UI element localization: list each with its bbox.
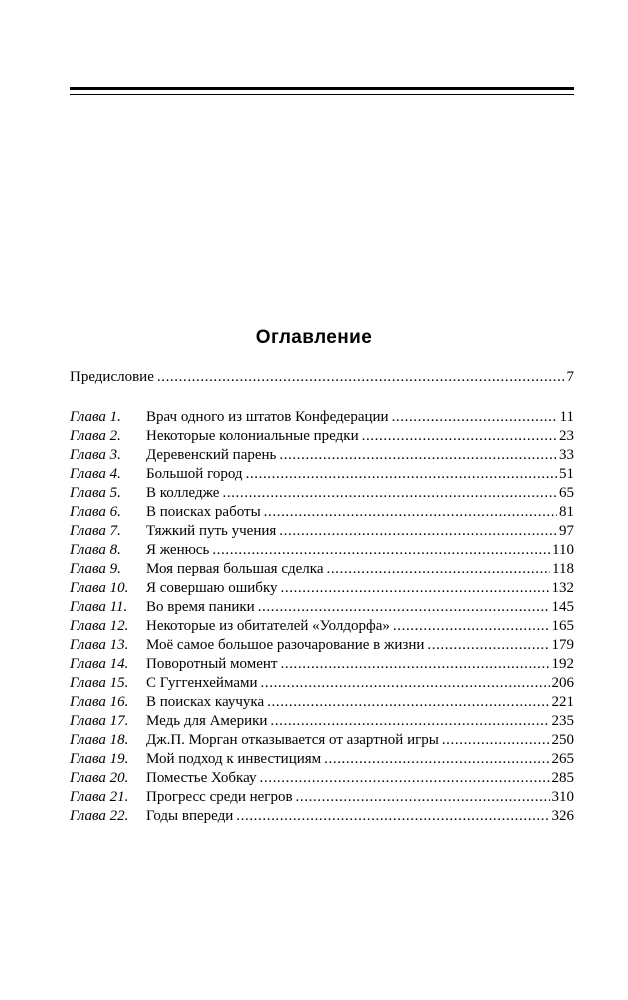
toc-entry	[70, 788, 574, 807]
chapter-label: Глава 21.	[70, 789, 129, 805]
chapter-page-number: 326	[551, 808, 574, 824]
chapter-title: В поисках работы	[146, 504, 261, 520]
chapter-title: Дж.П. Морган отказывается от азартной игры	[146, 732, 439, 748]
dot-leader	[267, 693, 549, 712]
chapter-label: Глава 17.	[70, 713, 129, 729]
chapter-title: Врач одного из штатов Конфедерации	[146, 409, 389, 425]
dot-leader	[362, 427, 557, 446]
chapter-title: Некоторые из обитателей «Уолдорфа»	[146, 618, 390, 634]
dot-leader	[281, 579, 550, 598]
chapter-label: Глава 13.	[70, 637, 129, 653]
toc-entry	[70, 617, 574, 636]
chapter-title: С Гуггенхеймами	[146, 675, 258, 691]
chapter-label: Глава 8.	[70, 542, 121, 558]
chapter-title: Большой город	[146, 466, 243, 482]
chapter-page-number: 97	[559, 523, 574, 539]
chapter-label: Глава 19.	[70, 751, 129, 767]
chapter-title: Поворотный момент	[146, 656, 278, 672]
chapter-title: Тяжкий путь учения	[146, 523, 277, 539]
chapter-page-number: 179	[551, 637, 574, 653]
header-rule-thick	[70, 87, 574, 90]
toc-entry	[70, 408, 574, 427]
chapter-title: Медь для Америки	[146, 713, 268, 729]
dot-leader	[326, 560, 550, 579]
dot-leader	[222, 484, 557, 503]
chapter-title: Моё самое большое разочарование в жизни	[146, 637, 425, 653]
toc-entry-text: Предисловие	[70, 369, 154, 385]
chapter-label: Глава 5.	[70, 485, 121, 501]
chapter-label: Глава 20.	[70, 770, 129, 786]
header-rule-thin	[70, 94, 574, 95]
chapter-title: Прогресс среди негров	[146, 789, 293, 805]
toc-entry	[70, 522, 574, 541]
toc-entry	[70, 750, 574, 769]
chapter-label: Глава 7.	[70, 523, 121, 539]
dot-leader	[261, 674, 550, 693]
dot-leader	[157, 368, 565, 387]
chapter-label: Глава 14.	[70, 656, 129, 672]
chapter-page-number: 310	[551, 789, 574, 805]
chapter-title: Годы впереди	[146, 808, 234, 824]
chapter-title: Деревенский парень	[146, 447, 277, 463]
toc-entry	[70, 503, 574, 522]
chapter-page-number: 11	[559, 409, 574, 425]
toc-entry	[70, 541, 574, 560]
dot-leader	[236, 807, 549, 826]
dot-leader	[393, 617, 550, 636]
chapter-label: Глава 3.	[70, 447, 121, 463]
chapter-label: Глава 22.	[70, 808, 129, 824]
page-title: Оглавление	[255, 327, 373, 348]
toc-preface	[70, 368, 574, 387]
chapter-page-number: 221	[551, 694, 574, 710]
dot-leader	[442, 731, 550, 750]
chapter-page-number: 235	[551, 713, 574, 729]
chapter-page-number: 23	[559, 428, 574, 444]
chapter-page-number: 51	[559, 466, 574, 482]
toc-entry	[70, 465, 574, 484]
chapter-label: Глава 18.	[70, 732, 129, 748]
chapter-page-number: 132	[551, 580, 574, 596]
toc-entry	[70, 693, 574, 712]
toc-entry	[70, 655, 574, 674]
chapter-title: Моя первая большая сделка	[146, 561, 324, 577]
dot-leader	[279, 522, 557, 541]
chapter-label: Глава 16.	[70, 694, 129, 710]
chapter-label: Глава 12.	[70, 618, 129, 634]
dot-leader	[260, 769, 550, 788]
toc-entry	[70, 712, 574, 731]
chapter-label: Глава 11.	[70, 599, 128, 615]
chapter-title: Во время паники	[146, 599, 255, 615]
toc-entry	[70, 807, 574, 826]
dot-leader	[427, 636, 549, 655]
chapter-page-number: 250	[551, 732, 574, 748]
dot-leader	[281, 655, 550, 674]
toc-page-number: 7	[566, 369, 574, 385]
chapter-title: Поместье Хобкау	[146, 770, 257, 786]
toc-entry	[70, 446, 574, 465]
chapter-page-number: 81	[559, 504, 574, 520]
chapter-page-number: 145	[551, 599, 574, 615]
toc-entry	[70, 598, 574, 617]
chapter-page-number: 65	[559, 485, 574, 501]
dot-leader	[296, 788, 550, 807]
chapter-title: Я совершаю ошибку	[146, 580, 278, 596]
toc-entry	[70, 579, 574, 598]
chapter-page-number: 33	[559, 447, 574, 463]
dot-leader	[212, 541, 550, 560]
toc-entry	[70, 484, 574, 503]
dot-leader	[392, 408, 558, 427]
dot-leader	[258, 598, 550, 617]
dot-leader	[270, 712, 549, 731]
chapter-label: Глава 1.	[70, 409, 121, 425]
chapter-page-number: 192	[551, 656, 574, 672]
toc-entry	[70, 427, 574, 446]
chapter-label: Глава 15.	[70, 675, 129, 691]
chapter-page-number: 165	[551, 618, 574, 634]
chapter-page-number: 285	[551, 770, 574, 786]
chapter-page-number: 265	[551, 751, 574, 767]
chapter-page-number: 118	[552, 561, 574, 577]
chapter-page-number: 110	[552, 542, 574, 558]
chapter-title: Некоторые колониальные предки	[146, 428, 359, 444]
chapter-title: Мой подход к инвестициям	[146, 751, 322, 767]
toc-entry	[70, 731, 574, 750]
chapter-label: Глава 10.	[70, 580, 129, 596]
chapter-page-number: 206	[551, 675, 574, 691]
chapter-label: Глава 4.	[70, 466, 121, 482]
dot-leader	[246, 465, 557, 484]
toc-entry	[70, 769, 574, 788]
chapter-title: В поисках каучука	[146, 694, 265, 710]
toc-entry	[70, 636, 574, 655]
toc-entry	[70, 560, 574, 579]
chapter-label: Глава 9.	[70, 561, 121, 577]
toc-entry	[70, 674, 574, 693]
chapter-label: Глава 2.	[70, 428, 121, 444]
dot-leader	[264, 503, 557, 522]
chapter-title: Я женюсь	[146, 542, 210, 558]
chapter-label: Глава 6.	[70, 504, 121, 520]
chapter-title: В колледже	[146, 485, 220, 501]
dot-leader	[279, 446, 557, 465]
dot-leader	[324, 750, 549, 769]
